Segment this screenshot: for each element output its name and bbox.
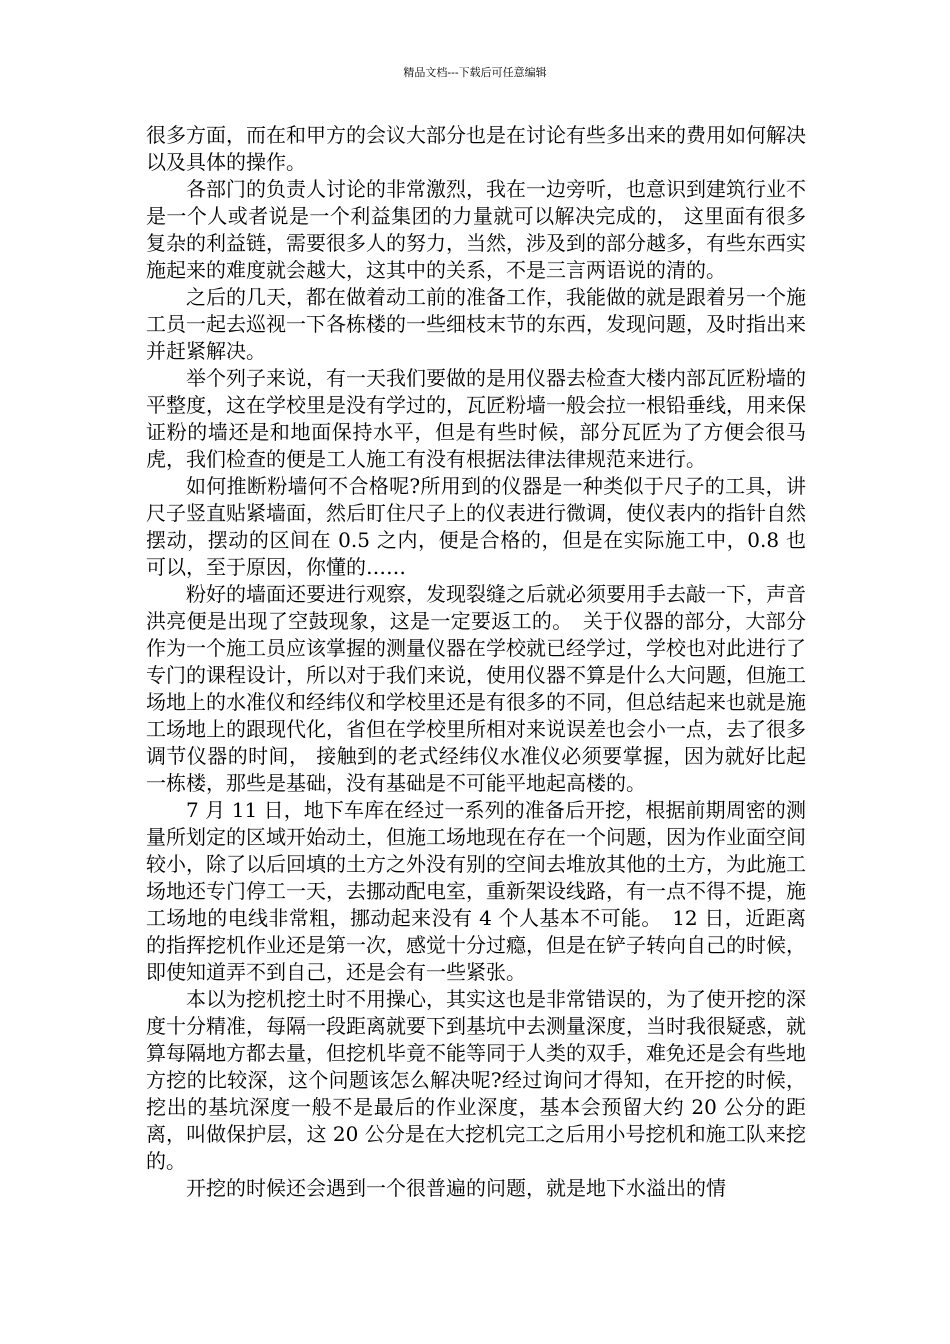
- paragraph: 7 月 11 日，地下车库在经过一系列的准备后开挖，根据前期周密的测量所划定的区域开始动土，但施工场地现在存在一个问题，因为作业面空间较小，除了以后回填的土方之外没有别的空间去堆放其他的土方，为此施工场地还专门停工一天，去挪动配电室，重新架设线路，有一点不得不提，施工场地的电线非常粗，挪动起来没有 4 个人基本不可能。 12 日，近距离的指挥挖机作业还是第一次，感觉十分过瘾，但是在铲子转向自己的时候，即使知道弄不到自己，还是会有一些紧张。: [146, 798, 806, 984]
- paragraph: 举个列子来说，有一天我们要做的是用仪器去检查大楼内部瓦匠粉墙的平整度，这在学校里是没有学过的，瓦匠粉墙一般会拉一根铅垂线，用来保证粉的墙还是和地面保持水平，但是有些时候，部分瓦匠为了方便会很马虎，我们检查的便是工人施工有没有根据法律法律规范来进行。: [146, 366, 806, 471]
- paragraph: 如何推断粉墙何不合格呢?所用到的仪器是一种类似于尺子的工具，讲尺子竖直贴紧墙面，然后盯住尺子上的仪表进行微调，使仪表内的指针自然摆动，摆动的区间在 0.5 之内，便是合格的，但是在实际施工中，0.8 也可以，至于原因，你懂的……: [146, 474, 806, 579]
- paragraph: 粉好的墙面还要进行观察，发现裂缝之后就必须要用手去敲一下，声音洪亮便是出现了空鼓现象，这是一定要返工的。 关于仪器的部分，大部分作为一个施工员应该掌握的测量仪器在学校就已经学过，学校也对此进行了专门的课程设计，所以对于我们来说，使用仪器不算是什么大问题，但施工场地上的水准仪和经纬仪和学校里还是有很多的不同，但总结起来也就是施工场地上的跟现代化，省但在学校里所相对来说误差也会小一点，去了很多调节仪器的时间， 接触到的老式经纬仪水准仪必须要掌握，因为就好比起一栋楼，那些是基础，没有基础是不可能平地起高楼的。: [146, 582, 806, 795]
- paragraph: 开挖的时候还会遇到一个很普遍的问题，就是地下水溢出的情: [186, 1176, 726, 1200]
- page-header: 精品文档---下载后可任意编辑: [403, 66, 547, 79]
- paragraph: 各部门的负责人讨论的非常激烈，我在一边旁听，也意识到建筑行业不是一个人或者说是一个利益集团的力量就可以解决完成的， 这里面有很多复杂的利益链，需要很多人的努力，当然，涉及到的部分越多，有些东西实施起来的难度就会越大，这其中的关系，不是三言两语说的清的。: [146, 177, 806, 282]
- document-body: [146, 122, 806, 1202]
- paragraph: 本以为挖机挖土时不用操心，其实这也是非常错误的，为了使开挖的深度十分精准，每隔一段距离就要下到基坑中去测量深度，当时我很疑惑，就算每隔地方都去量，但挖机毕竟不能等同于人类的双手，难免还是会有些地方挖的比较深，这个问题该怎么解决呢?经过询问才得知，在开挖的时候，挖出的基坑深度一般不是最后的作业深度，基本会预留大约 20 公分的距离，叫做保护层，这 20 公分是在大挖机完工之后用小号挖机和施工队来挖的。: [146, 987, 806, 1173]
- paragraph: 很多方面，而在和甲方的会议大部分也是在讨论有些多出来的费用如何解决以及具体的操作。: [146, 123, 806, 174]
- paragraph: 之后的几天，都在做着动工前的准备工作，我能做的就是跟着另一个施工员一起去巡视一下各栋楼的一些细枝末节的东西，发现问题，及时指出来并赶紧解决。: [146, 285, 806, 363]
